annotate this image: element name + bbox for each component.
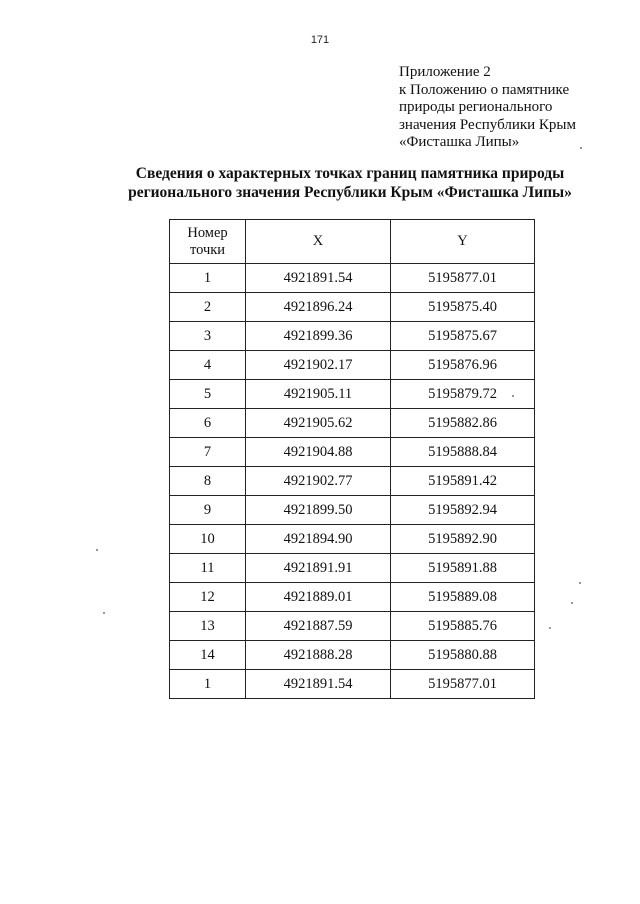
- cell-y: 5195876.96: [391, 351, 535, 380]
- cell-x: 4921891.54: [246, 264, 391, 293]
- cell-y: 5195880.88: [391, 641, 535, 670]
- cell-point-number: 2: [170, 293, 246, 322]
- cell-x: 4921891.54: [246, 670, 391, 699]
- cell-y: 5195892.94: [391, 496, 535, 525]
- scan-speck: [103, 612, 105, 614]
- table-row: [170, 641, 535, 670]
- cell-y: 5195882.86: [391, 409, 535, 438]
- scan-speck: [512, 395, 514, 397]
- table-row: [170, 670, 535, 699]
- appendix-line: к Положению о памятнике: [399, 81, 570, 98]
- cell-point-number: 5: [170, 380, 246, 409]
- table-row: [170, 496, 535, 525]
- appendix-line: Приложение 2: [399, 64, 491, 80]
- header-point-number: [170, 220, 246, 264]
- scan-speck: [549, 627, 551, 629]
- cell-point-number: 11: [170, 554, 246, 583]
- cell-point-number: 13: [170, 612, 246, 641]
- cell-x: 4921894.90: [246, 525, 391, 554]
- cell-x: 4921896.24: [246, 293, 391, 322]
- appendix-note: [399, 64, 576, 152]
- table-row: [170, 467, 535, 496]
- scan-speck: [579, 582, 581, 584]
- table-row: [170, 351, 535, 380]
- table-row: [170, 380, 535, 409]
- cell-point-number: 9: [170, 496, 246, 525]
- document-title: [0, 164, 640, 202]
- cell-point-number: 4: [170, 351, 246, 380]
- scan-speck: [96, 549, 98, 551]
- appendix-line: значения Республики Крым: [399, 116, 576, 133]
- cell-point-number: 8: [170, 467, 246, 496]
- table-row: [170, 583, 535, 612]
- table-row: [170, 612, 535, 641]
- header-x: X: [246, 220, 391, 264]
- cell-x: 4921902.77: [246, 467, 391, 496]
- cell-y: 5195875.40: [391, 293, 535, 322]
- table-row: [170, 438, 535, 467]
- cell-y: 5195877.01: [391, 264, 535, 293]
- cell-x: 4921889.01: [246, 583, 391, 612]
- cell-y: 5195888.84: [391, 438, 535, 467]
- cell-x: 4921891.91: [246, 554, 391, 583]
- cell-x: 4921899.50: [246, 496, 391, 525]
- table-row: [170, 264, 535, 293]
- title-line: регионального значения Республики Крым «Фисташка Липы»: [128, 184, 572, 201]
- header-point-number-line2: точки: [189, 241, 226, 258]
- cell-y: 5195879.72: [391, 380, 535, 409]
- cell-point-number: 7: [170, 438, 246, 467]
- cell-point-number: 10: [170, 525, 246, 554]
- page-number: 171: [310, 34, 330, 46]
- cell-point-number: 1: [170, 264, 246, 293]
- cell-y: 5195892.90: [391, 525, 535, 554]
- cell-x: 4921904.88: [246, 438, 391, 467]
- cell-y: 5195877.01: [391, 670, 535, 699]
- cell-x: 4921899.36: [246, 322, 391, 351]
- cell-point-number: 3: [170, 322, 246, 351]
- cell-point-number: 1: [170, 670, 246, 699]
- cell-y: 5195891.88: [391, 554, 535, 583]
- table-row: [170, 293, 535, 322]
- appendix-line: «Фисташка Липы»: [399, 134, 520, 150]
- appendix-line: природы регионального: [399, 99, 553, 115]
- header-y: Y: [391, 220, 535, 264]
- cell-x: 4921905.11: [246, 380, 391, 409]
- table-row: [170, 322, 535, 351]
- scan-speck: [571, 602, 573, 604]
- table-row: [170, 525, 535, 554]
- table-header-row: [170, 220, 535, 264]
- scan-speck: [580, 147, 582, 149]
- cell-x: 4921888.28: [246, 641, 391, 670]
- table-body: [170, 264, 535, 699]
- title-line: Сведения о характерных точках границ памятника природы: [135, 165, 565, 182]
- cell-point-number: 6: [170, 409, 246, 438]
- cell-y: 5195889.08: [391, 583, 535, 612]
- cell-y: 5195885.76: [391, 612, 535, 641]
- coordinates-table: [169, 219, 535, 699]
- table-row: [170, 554, 535, 583]
- cell-x: 4921887.59: [246, 612, 391, 641]
- cell-point-number: 12: [170, 583, 246, 612]
- table-row: [170, 409, 535, 438]
- cell-point-number: 14: [170, 641, 246, 670]
- cell-y: 5195875.67: [391, 322, 535, 351]
- cell-y: 5195891.42: [391, 467, 535, 496]
- cell-x: 4921905.62: [246, 409, 391, 438]
- cell-x: 4921902.17: [246, 351, 391, 380]
- header-point-number-line1: Номер: [187, 224, 228, 241]
